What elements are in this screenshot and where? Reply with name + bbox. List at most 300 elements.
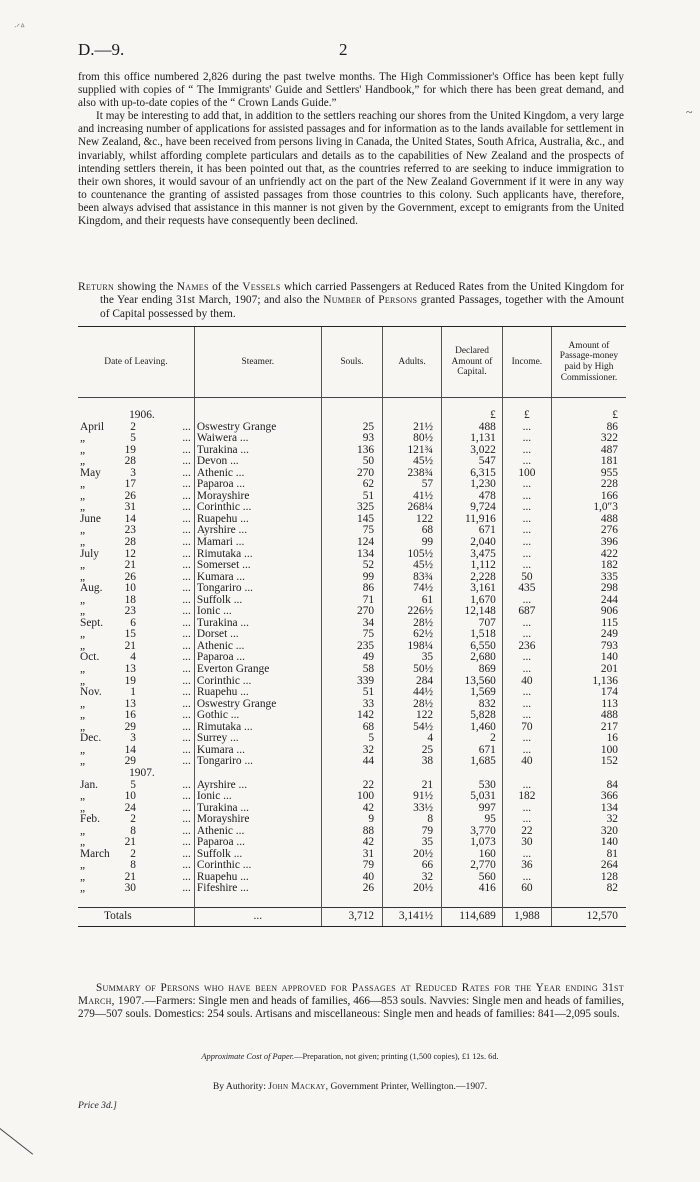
income-value: ... [502,733,551,745]
col-header-capital: Declared Amount of Capital. [442,327,503,398]
passage-money-value: 955 [551,468,626,480]
table-row [78,733,626,745]
souls-value: 75 [321,525,382,537]
table-row [78,445,626,457]
currency-mark: £ [442,410,503,422]
passage-money-value: 335 [551,572,626,584]
capital-value: 1,073 [442,837,503,849]
month-label: March [80,847,110,860]
steamer-name: Devon ... [194,456,321,468]
capital-value: 2,770 [442,860,503,872]
passage-money-value: 906 [551,606,626,618]
day-label: 14 [124,512,136,525]
income-value: ... [502,456,551,468]
passage-money-value: 488 [551,514,626,526]
adults-value: 25 [383,745,442,757]
adults-value: 66 [383,860,442,872]
totals-steamer: ... [194,907,321,926]
date-cell: „ 13 ... [80,697,191,710]
table-header-row [78,327,626,398]
souls-value: 25 [321,422,382,434]
steamer-name: Paparoa ... [194,652,321,664]
income-value: 40 [502,676,551,688]
souls-value: 42 [321,803,382,815]
income-value: ... [502,560,551,572]
return-title-part: Vessels [242,281,281,293]
steamer-name: Rimutaka ... [194,549,321,561]
table-row [78,549,626,561]
month-label: April [80,420,105,433]
souls-value: 270 [321,606,382,618]
table-row [78,676,626,688]
currency-mark: £ [502,410,551,422]
date-cell: „ 26 ... [80,489,191,502]
capital-value: 9,724 [442,502,503,514]
adults-value: 238¾ [383,468,442,480]
steamer-name: Ionic ... [194,606,321,618]
date-cell: Dec. 3 ... [80,732,191,745]
steamer-name: Paparoa ... [194,837,321,849]
souls-value: 270 [321,468,382,480]
return-title-part: of [361,294,379,307]
passenger-return-table-wrap [78,326,626,927]
steamer-name: Tongariro ... [194,756,321,768]
cost-label: Approximate Cost of Paper. [201,1052,295,1061]
return-title [78,281,624,321]
capital-value: 671 [442,745,503,757]
capital-value: 530 [442,780,503,792]
capital-value: 1,112 [442,560,503,572]
month-label: July [80,547,99,560]
passage-money-value: 217 [551,722,626,734]
month-label: „ [80,743,86,756]
passage-money-value: 81 [551,849,626,861]
date-cell: „ 5 ... [80,432,191,445]
adults-value: 122 [383,514,442,526]
income-value: 182 [502,791,551,803]
totals-passage-money: 12,570 [551,907,626,926]
souls-value: 339 [321,676,382,688]
month-label: „ [80,882,86,895]
table-row [78,687,626,699]
souls-value: 88 [321,826,382,838]
passage-money-value: 152 [551,756,626,768]
table-row [78,491,626,503]
table-row [78,710,626,722]
day-label: 30 [124,882,136,895]
date-cell: „ 21 ... [80,639,191,652]
authority-prefix: By Authority: [212,1081,269,1092]
return-title-part: Return [78,281,115,293]
month-label: „ [80,709,86,722]
adults-value: 268¼ [383,502,442,514]
steamer-name: Ruapehu ... [194,687,321,699]
table-row [78,791,626,803]
date-cell: „ 15 ... [80,628,191,641]
date-cell: Nov. 1 ... [80,686,191,699]
day-label: 13 [124,697,136,710]
capital-value: 5,828 [442,710,503,722]
day-label: 21 [124,559,136,572]
capital-value: 478 [442,491,503,503]
passage-money-value: 322 [551,433,626,445]
date-cell: „ 21 ... [80,870,191,883]
capital-value: 1,131 [442,433,503,445]
steamer-name: Tongariro ... [194,583,321,595]
adults-value: 50½ [383,664,442,676]
day-label: 31 [124,501,136,514]
adults-value: 35 [383,652,442,664]
table-row [78,479,626,491]
income-value: ... [502,872,551,884]
date-cell: „ 21 ... [80,836,191,849]
date-cell: May 3 ... [80,466,191,479]
adults-value: 45½ [383,456,442,468]
souls-value: 86 [321,583,382,595]
passage-money-value: 228 [551,479,626,491]
souls-value: 58 [321,664,382,676]
income-value: 50 [502,572,551,584]
totals-income: 1,988 [502,907,551,926]
month-label: „ [80,824,86,837]
col-header-souls: Souls. [321,327,382,398]
margin-mark: ᐧᐟᐞ [14,22,25,32]
date-cell: „ 16 ... [80,709,191,722]
passage-money-value: 298 [551,583,626,595]
month-label: „ [80,536,86,549]
passage-money-value: 320 [551,826,626,838]
day-label: 28 [124,455,136,468]
month-label: „ [80,524,86,537]
day-label: 26 [124,570,136,583]
day-label: 21 [124,870,136,883]
souls-value: 44 [321,756,382,768]
income-value: ... [502,687,551,699]
passage-money-value: 182 [551,560,626,572]
day-label: 5 [130,778,136,791]
day-label: 23 [124,605,136,618]
income-value: 236 [502,641,551,653]
adults-value: 83¾ [383,572,442,584]
table-row [78,468,626,480]
souls-value: 136 [321,445,382,457]
day-label: 12 [124,547,136,560]
steamer-name: Athenic ... [194,641,321,653]
souls-value: 99 [321,572,382,584]
souls-value: 49 [321,652,382,664]
adults-value: 61 [383,595,442,607]
table-row [78,525,626,537]
capital-value: 2 [442,733,503,745]
month-label: „ [80,674,86,687]
capital-value: 1,230 [442,479,503,491]
income-value: ... [502,664,551,676]
month-label: „ [80,443,86,456]
souls-value: 33 [321,699,382,711]
steamer-name: Suffolk ... [194,849,321,861]
adults-value: 21 [383,780,442,792]
month-label: „ [80,697,86,710]
souls-value: 62 [321,479,382,491]
day-label: 2 [130,847,136,860]
capital-value: 5,031 [442,791,503,803]
steamer-name: Corinthic ... [194,676,321,688]
adults-value: 284 [383,676,442,688]
passage-money-value: 115 [551,618,626,630]
spacer-row [78,895,626,908]
passage-money-value: 82 [551,883,626,895]
day-label: 21 [124,639,136,652]
passage-money-value: 1,136 [551,676,626,688]
adults-value: 226½ [383,606,442,618]
month-label: „ [80,720,86,733]
date-cell: „ 29 ... [80,755,191,768]
passage-money-value: 166 [551,491,626,503]
table-row [78,572,626,584]
adults-value: 44½ [383,687,442,699]
capital-value: 416 [442,883,503,895]
income-value: ... [502,422,551,434]
adults-value: 28½ [383,618,442,630]
steamer-name: Turakina ... [194,618,321,630]
steamer-name: Paparoa ... [194,479,321,491]
table-row [78,433,626,445]
capital-value: 2,680 [442,652,503,664]
table-row [78,502,626,514]
day-label: 18 [124,593,136,606]
adults-value: 33½ [383,803,442,815]
date-cell: Jan. 5 ... [80,778,191,791]
passage-money-value: 422 [551,549,626,561]
month-label: „ [80,501,86,514]
capital-value: 1,518 [442,629,503,641]
day-label: 1 [130,686,136,699]
souls-value: 71 [321,595,382,607]
passage-money-value: 86 [551,422,626,434]
table-row [78,883,626,895]
steamer-name: Mamari ... [194,537,321,549]
col-header-income: Income. [502,327,551,398]
day-label: 13 [124,663,136,676]
col-header-adults: Adults. [383,327,442,398]
capital-value: 560 [442,872,503,884]
return-title-part: of the [208,281,243,293]
date-cell: „ 21 ... [80,559,191,572]
page-header [78,40,640,64]
steamer-name: Kumara ... [194,572,321,584]
souls-value: 5 [321,733,382,745]
income-value: 687 [502,606,551,618]
passage-money-value: 140 [551,837,626,849]
day-label: 3 [130,732,136,745]
steamer-name: Everton Grange [194,664,321,676]
date-cell: „ 23 ... [80,605,191,618]
passage-money-value: 793 [551,641,626,653]
day-label: 16 [124,709,136,722]
adults-value: 32 [383,872,442,884]
capital-value: 997 [442,803,503,815]
passage-money-value: 201 [551,664,626,676]
col-header-date: Date of Leaving. [78,327,194,398]
day-label: 29 [124,720,136,733]
day-label: 29 [124,755,136,768]
souls-value: 68 [321,722,382,734]
cost-text: —Preparation, not given; printing (1,500 copies), £1 12s. 6d. [294,1052,499,1061]
capital-value: 11,916 [442,514,503,526]
souls-value: 52 [321,560,382,572]
date-cell: „ 29 ... [80,720,191,733]
adults-value: 91½ [383,791,442,803]
income-value: ... [502,514,551,526]
souls-value: 124 [321,537,382,549]
souls-value: 26 [321,883,382,895]
adults-value: 80½ [383,433,442,445]
day-label: 3 [130,466,136,479]
income-value: ... [502,618,551,630]
steamer-name: Morayshire [194,491,321,503]
income-value: ... [502,433,551,445]
day-label: 26 [124,489,136,502]
table-row [78,641,626,653]
capital-value: 6,315 [442,468,503,480]
capital-value: 2,228 [442,572,503,584]
adults-value: 21½ [383,422,442,434]
steamer-name: Athenic ... [194,468,321,480]
souls-value: 325 [321,502,382,514]
day-label: 17 [124,478,136,491]
table-row [78,837,626,849]
month-label: „ [80,755,86,768]
date-cell: „ 28 ... [80,536,191,549]
income-value: ... [502,780,551,792]
table-row [78,803,626,815]
date-cell: „ 18 ... [80,593,191,606]
month-label: „ [80,870,86,883]
day-label: 24 [124,801,136,814]
totals-row [78,907,626,926]
day-label: 5 [130,432,136,445]
month-label: „ [80,489,86,502]
month-label: Nov. [80,686,102,699]
day-label: 4 [130,651,136,664]
income-value: ... [502,629,551,641]
souls-value: 51 [321,687,382,699]
capital-value: 160 [442,849,503,861]
date-cell: „ 26 ... [80,570,191,583]
adults-value: 99 [383,537,442,549]
income-value: ... [502,537,551,549]
steamer-name: Fifeshire ... [194,883,321,895]
steamer-name: Turakina ... [194,803,321,815]
capital-value: 95 [442,814,503,826]
steamer-name: Surrey ... [194,733,321,745]
day-label: 8 [130,859,136,872]
month-label: „ [80,605,86,618]
souls-value: 235 [321,641,382,653]
adults-value: 79 [383,826,442,838]
table-row [78,745,626,757]
souls-value: 79 [321,860,382,872]
adults-value: 54½ [383,722,442,734]
steamer-name: Athenic ... [194,826,321,838]
passage-money-value: 249 [551,629,626,641]
steamer-name: Corinthic ... [194,502,321,514]
adults-value: 57 [383,479,442,491]
month-label: „ [80,801,86,814]
intro-paragraph: It may be interesting to add that, in addition to the settlers reaching our shores from the United Kingdom, a very large and increasing number of applications for assisted passages and for information as to the lands available for settlement in New Zealand, &c., have been received from persons living in Canada, the United States, South Africa, Australia, &c., and invariably, whilst affording complete particulars and details as to the capabilities of New Zealand and the prospects of intending settlers therein, it has been pointed out that, as the countries referred to are seeking to induce immigration to their own shores, it would savour of an unfriendly act on the part of the New Zealand Government if it were in any way to countenance the granting of assisted passages from those countries to this colony. Such applicants have, therefore, been always advised that assistance in this manner is not given by the Government, except to emigrants from the United Kingdom, and their requests have consequently been declined. [78,110,624,228]
income-value: ... [502,502,551,514]
table-row [78,814,626,826]
table-row [78,456,626,468]
souls-value: 32 [321,745,382,757]
year-label: 1906. [129,409,155,421]
col-header-passage-money: Amount of Passage-money paid by High Commissioner. [551,327,626,398]
totals-capital: 114,689 [442,907,503,926]
day-label: 21 [124,836,136,849]
souls-value: 42 [321,837,382,849]
printer-authority [0,1081,700,1092]
adults-value: 121¾ [383,445,442,457]
date-cell: „ 19 ... [80,674,191,687]
adults-value: 4 [383,733,442,745]
day-label: 2 [130,813,136,826]
steamer-name: Turakina ... [194,445,321,457]
month-label: „ [80,663,86,676]
capital-value: 3,022 [442,445,503,457]
souls-value: 93 [321,433,382,445]
adults-value: 28½ [383,699,442,711]
capital-value: 1,569 [442,687,503,699]
passage-money-value: 264 [551,860,626,872]
souls-value: 9 [321,814,382,826]
income-value: ... [502,699,551,711]
steamer-name: Kumara ... [194,745,321,757]
date-cell: „ 30 ... [80,882,191,895]
income-value: 100 [502,468,551,480]
capital-value: 1,685 [442,756,503,768]
table-row [78,583,626,595]
steamer-name: Ionic ... [194,791,321,803]
month-label: „ [80,593,86,606]
capital-value: 3,770 [442,826,503,838]
date-cell: „ 28 ... [80,455,191,468]
printer-name: John Mackay [268,1081,326,1092]
capital-value: 832 [442,699,503,711]
day-label: 10 [124,790,136,803]
year-row [78,768,626,780]
steamer-name: Morayshire [194,814,321,826]
adults-value: 198¼ [383,641,442,653]
income-value: 70 [502,722,551,734]
month-label: „ [80,432,86,445]
currency-mark: £ [551,410,626,422]
intro-text [78,71,624,228]
date-cell: „ 23 ... [80,524,191,537]
income-value: 22 [502,826,551,838]
day-label: 6 [130,616,136,629]
income-value: ... [502,525,551,537]
month-label: „ [80,790,86,803]
table-row [78,780,626,792]
income-value: 435 [502,583,551,595]
passage-money-value: 366 [551,791,626,803]
adults-value: 8 [383,814,442,826]
intro-paragraph: from this office numbered 2,826 during the past twelve months. The High Commissioner's Office has been kept fully supplied with copies of “ The Immigrants' Guide and Settlers' Handbook,” for which there has been great demand, and also with up-to-date copies of the “ Crown Lands Guide.” [78,71,624,110]
day-label: 23 [124,524,136,537]
date-cell: June 14 ... [80,512,191,525]
adults-value: 35 [383,837,442,849]
date-cell: Aug. 10 ... [80,582,191,595]
